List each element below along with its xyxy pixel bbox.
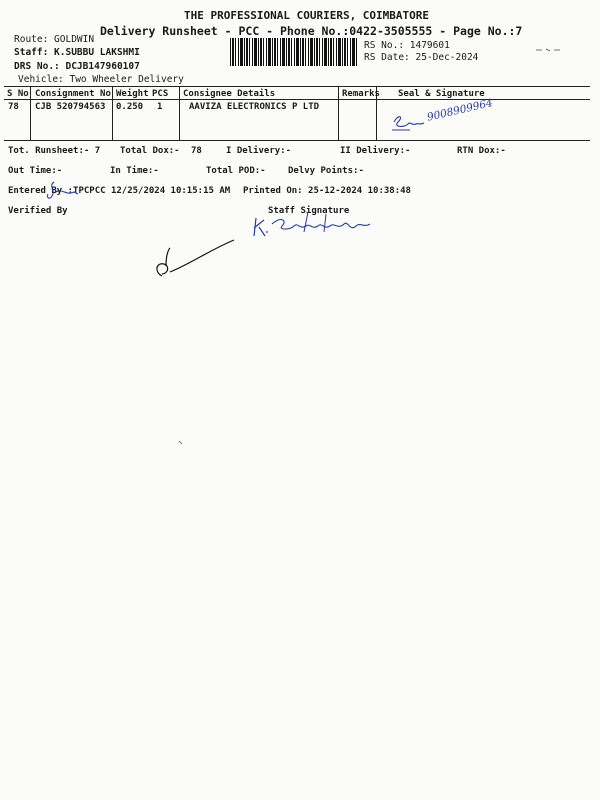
staff-signature-label: Staff Signature <box>268 206 350 216</box>
drs-number: DRS No.: DCJB147960107 <box>14 61 140 72</box>
column-header-consignment: Consignment No <box>35 89 111 99</box>
total-dox-value: 78 <box>191 146 202 156</box>
printed-on: Printed On: 25-12-2024 10:38:48 <box>243 186 411 196</box>
column-header-seal: Seal & Signature <box>398 89 485 99</box>
route-label: Route: GOLDWIN <box>14 34 95 45</box>
rs-date: RS Date: 25-Dec-2024 <box>364 52 479 63</box>
staff-signature <box>250 210 380 242</box>
delvy-points-label: Delvy Points:- <box>288 166 364 176</box>
ii-delivery-label: II Delivery:- <box>340 146 411 156</box>
in-time-label: In Time:- <box>110 166 159 176</box>
row-weight: 0.250 <box>116 102 144 112</box>
total-dox-label: Total Dox:- <box>120 146 180 156</box>
barcode-image <box>230 38 358 66</box>
row-pcs: 1 <box>157 102 163 112</box>
verified-by-label: Verified By <box>8 206 68 216</box>
out-time-label: Out Time:- <box>8 166 63 176</box>
speck-mark <box>178 440 184 446</box>
rtn-dox-label: RTN Dox:- <box>457 146 506 156</box>
handwritten-phone: 9008909964 <box>426 96 494 124</box>
entered-by-initials <box>44 178 84 206</box>
company-name: THE PROFESSIONAL COURIERS, COIMBATORE <box>184 9 430 22</box>
staff-label: Staff: K.SUBBU LAKSHMI <box>14 47 140 58</box>
row-sno: 78 <box>8 102 19 112</box>
i-delivery-label: I Delivery:- <box>226 146 292 156</box>
column-header-remarks: Remarks <box>342 89 380 99</box>
scribble-mark <box>536 46 566 56</box>
runsheet-title: Delivery Runsheet - PCC - Phone No.:0422-3505555 - Page No.:7 <box>100 24 523 38</box>
column-header-weight: Weight <box>116 89 149 99</box>
total-pod-label: Total POD:- <box>206 166 266 176</box>
entered-by: Entered By :TPCPCC 12/25/2024 10:15:15 AM <box>8 186 231 196</box>
total-runsheet: Tot. Runsheet:- 7 <box>8 146 101 156</box>
verifier-signature <box>150 236 240 280</box>
column-header-sno: S No <box>7 89 29 99</box>
receiver-signature <box>390 112 430 136</box>
column-header-consignee: Consignee Details <box>183 89 276 99</box>
column-header-pcs: PCS <box>152 89 169 99</box>
vehicle-label: Vehicle: Two Wheeler Delivery <box>18 74 184 85</box>
row-consignment: CJB 520794563 <box>35 102 106 112</box>
rs-number: RS No.: 1479601 <box>364 40 450 51</box>
row-consignee: AAVIZA ELECTRONICS P LTD <box>189 102 320 112</box>
